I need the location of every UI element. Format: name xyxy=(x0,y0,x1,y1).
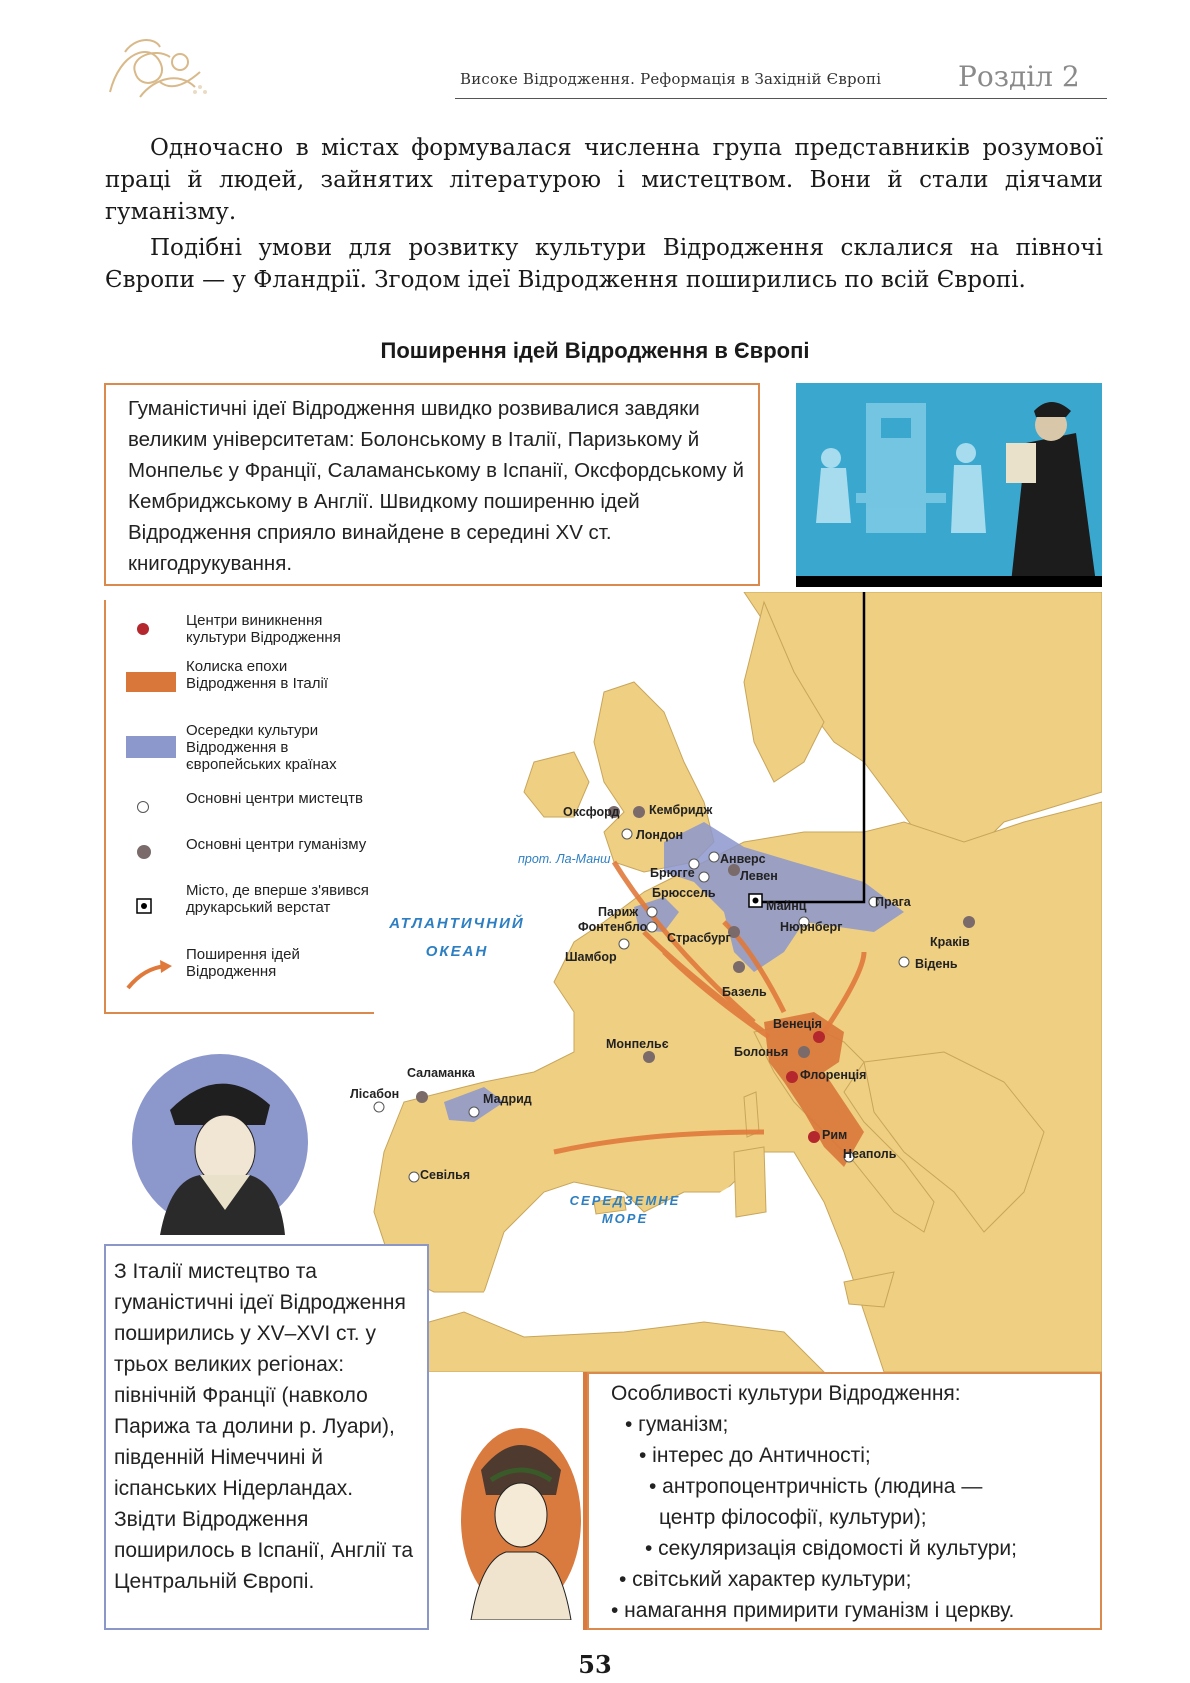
feature-item: центр філософії, культури); xyxy=(659,1506,927,1529)
paris-dot xyxy=(647,907,657,917)
label-florence: Флоренція xyxy=(800,1068,867,1082)
erasmus-portrait xyxy=(130,1050,310,1235)
venice-dot xyxy=(813,1031,825,1043)
petrarch-portrait xyxy=(456,1420,586,1620)
chambord-dot xyxy=(619,939,629,949)
legend-blue-swatch xyxy=(126,736,176,758)
legend-white-dot-icon xyxy=(136,800,150,814)
label-bologna: Болонья xyxy=(734,1045,789,1059)
printing-press-band xyxy=(796,576,1102,587)
label-paris: Париж xyxy=(598,905,639,919)
label-bruges: Брюгге xyxy=(650,866,695,880)
feature-item: • інтерес до Античності; xyxy=(639,1444,871,1467)
printing-press-drawing xyxy=(796,383,1102,583)
label-chambord: Шамбор xyxy=(565,950,617,964)
regions-info-box: З Італії мистецтво та гуманістичні ідеї Відродження поширились у XV–XVI ст. у трьох великих регіонах: північній Франції (навколо Парижа та долини р. Луари), південній Німеччині й іспанських Нідерландах. Звідти Відродження поширилось в Іспанії, Англії та Центральній Європі. xyxy=(104,1244,429,1630)
legend-red-dot-icon xyxy=(136,622,150,636)
cambridge-dot xyxy=(633,806,645,818)
legend-arrow-icon xyxy=(124,958,176,992)
running-title: Високе Відродження. Реформація в Західній Європі xyxy=(460,70,882,88)
diagram-title: Поширення ідей Відродження в Європі xyxy=(380,338,810,363)
page-number: 53 xyxy=(578,1650,612,1679)
legend-item-spread-arrow: Поширення ідей Відродження xyxy=(106,946,374,998)
legend-gray-dot-icon xyxy=(136,844,152,860)
feature-item: • гуманізм; xyxy=(625,1413,729,1436)
features-title: Особливості культури Відродження: xyxy=(611,1382,961,1405)
label-venice: Венеція xyxy=(773,1017,822,1031)
sardinia xyxy=(734,1147,766,1217)
label-mainz: Майнц xyxy=(766,899,807,913)
feature-item: • намагання примирити гуманізм і церкву. xyxy=(611,1599,1015,1622)
label-vienna: Відень xyxy=(915,957,958,971)
montpellier-dot xyxy=(643,1051,655,1063)
bologna-dot xyxy=(798,1046,810,1058)
brussels-dot xyxy=(699,872,709,882)
basel-dot xyxy=(733,961,745,973)
feature-item: • секуляризація свідомості й культури; xyxy=(645,1537,1018,1560)
label-mediterranean-sea: СЕРЕДЗЕМНЕ МОРЕ xyxy=(569,1193,681,1226)
lisbon-dot xyxy=(374,1102,384,1112)
legend-item-european-centers: Осередки культури Відродження в європейських країнах xyxy=(106,722,374,774)
paragraph-2: Подібні умови для розвитку культури Відродження склалися на півночі Європи — у Фландрії. Згодом ідеї Відродження поширились по всій Європі. xyxy=(105,235,1103,293)
header-rule xyxy=(455,98,1107,99)
label-atlantic-ocean: АТЛАНТИЧНИЙ ОКЕАН xyxy=(389,915,525,960)
salamanca-dot xyxy=(416,1091,428,1103)
label-seville: Севілья xyxy=(420,1168,471,1182)
paragraph-1: Одночасно в містах формувалася численна група представників розумової праці й людей, зайнятих літературою і мистецтвом. Вони й стали діячами гуманізму. xyxy=(105,135,1103,225)
feature-item: • світський характер культури; xyxy=(619,1568,912,1591)
label-salamanca: Саламанка xyxy=(407,1066,475,1080)
label-rome: Рим xyxy=(822,1128,848,1142)
label-oxford: Оксфорд xyxy=(563,805,620,819)
label-nuremberg: Нюрнберг xyxy=(780,920,843,934)
label-krakow: Краків xyxy=(930,935,970,949)
label-basel: Базель xyxy=(722,985,767,999)
legend-orange-swatch xyxy=(126,672,176,692)
chapter-label: Розділ 2 xyxy=(958,60,1080,93)
vienna-dot xyxy=(899,957,909,967)
krakow-dot xyxy=(963,916,975,928)
legend-item-italy-cradle: Колиска епохи Відродження в Італії xyxy=(106,658,374,708)
header-ornament xyxy=(100,32,210,104)
universities-info-box: Гуманістичні ідеї Відродження швидко розвивалися завдяки великим університетам: Болонському в Італії, Паризькому й Монпельє у Франції, Саламанському в Іспанії, Оксфордському й Кембриджському в Англії. Швидкому поширенню ідей Відродження сприяло винайдене в середині XV ст. книгодрукування. xyxy=(104,383,760,586)
legend-item-art-centers: Основні центри мистецтв xyxy=(106,790,374,824)
london-dot xyxy=(622,829,632,839)
label-madrid: Мадрид xyxy=(483,1092,532,1106)
madrid-dot xyxy=(469,1107,479,1117)
feature-item: • антропоцентричність (людина — xyxy=(649,1475,983,1498)
label-strait: прот. Ла-Манш xyxy=(518,852,611,866)
florence-dot xyxy=(786,1071,798,1083)
label-antwerp: Анверс xyxy=(720,852,766,866)
label-london: Лондон xyxy=(636,828,684,842)
label-fontainebleau: Фонтенбло xyxy=(578,920,648,934)
legend-item-humanism-centers: Основні центри гуманізму xyxy=(106,836,374,870)
map-legend xyxy=(104,600,374,1014)
label-montpellier: Монпельє xyxy=(606,1037,669,1051)
label-brussels: Брюссель xyxy=(652,886,716,900)
label-prague: Прага xyxy=(875,895,911,909)
legend-item-printing-press-city: Місто, де вперше з'явився друкарський верстат xyxy=(106,882,374,934)
label-lisbon: Лісабон xyxy=(350,1087,400,1101)
legend-item-renaissance-centers: Центри виникнення культури Відродження xyxy=(106,612,374,646)
label-naples: Неаполь xyxy=(843,1147,897,1161)
legend-press-square-icon xyxy=(136,898,152,914)
label-leuven: Левен xyxy=(740,869,778,883)
seville-dot xyxy=(409,1172,419,1182)
label-strasbourg: Страсбург xyxy=(667,931,731,945)
label-cambridge: Кембридж xyxy=(649,803,713,817)
rome-dot xyxy=(808,1131,820,1143)
antwerp-dot xyxy=(709,852,719,862)
fontainebleau-dot xyxy=(647,922,657,932)
features-info-box xyxy=(587,1372,1102,1630)
printing-press-illustration xyxy=(796,383,1102,583)
